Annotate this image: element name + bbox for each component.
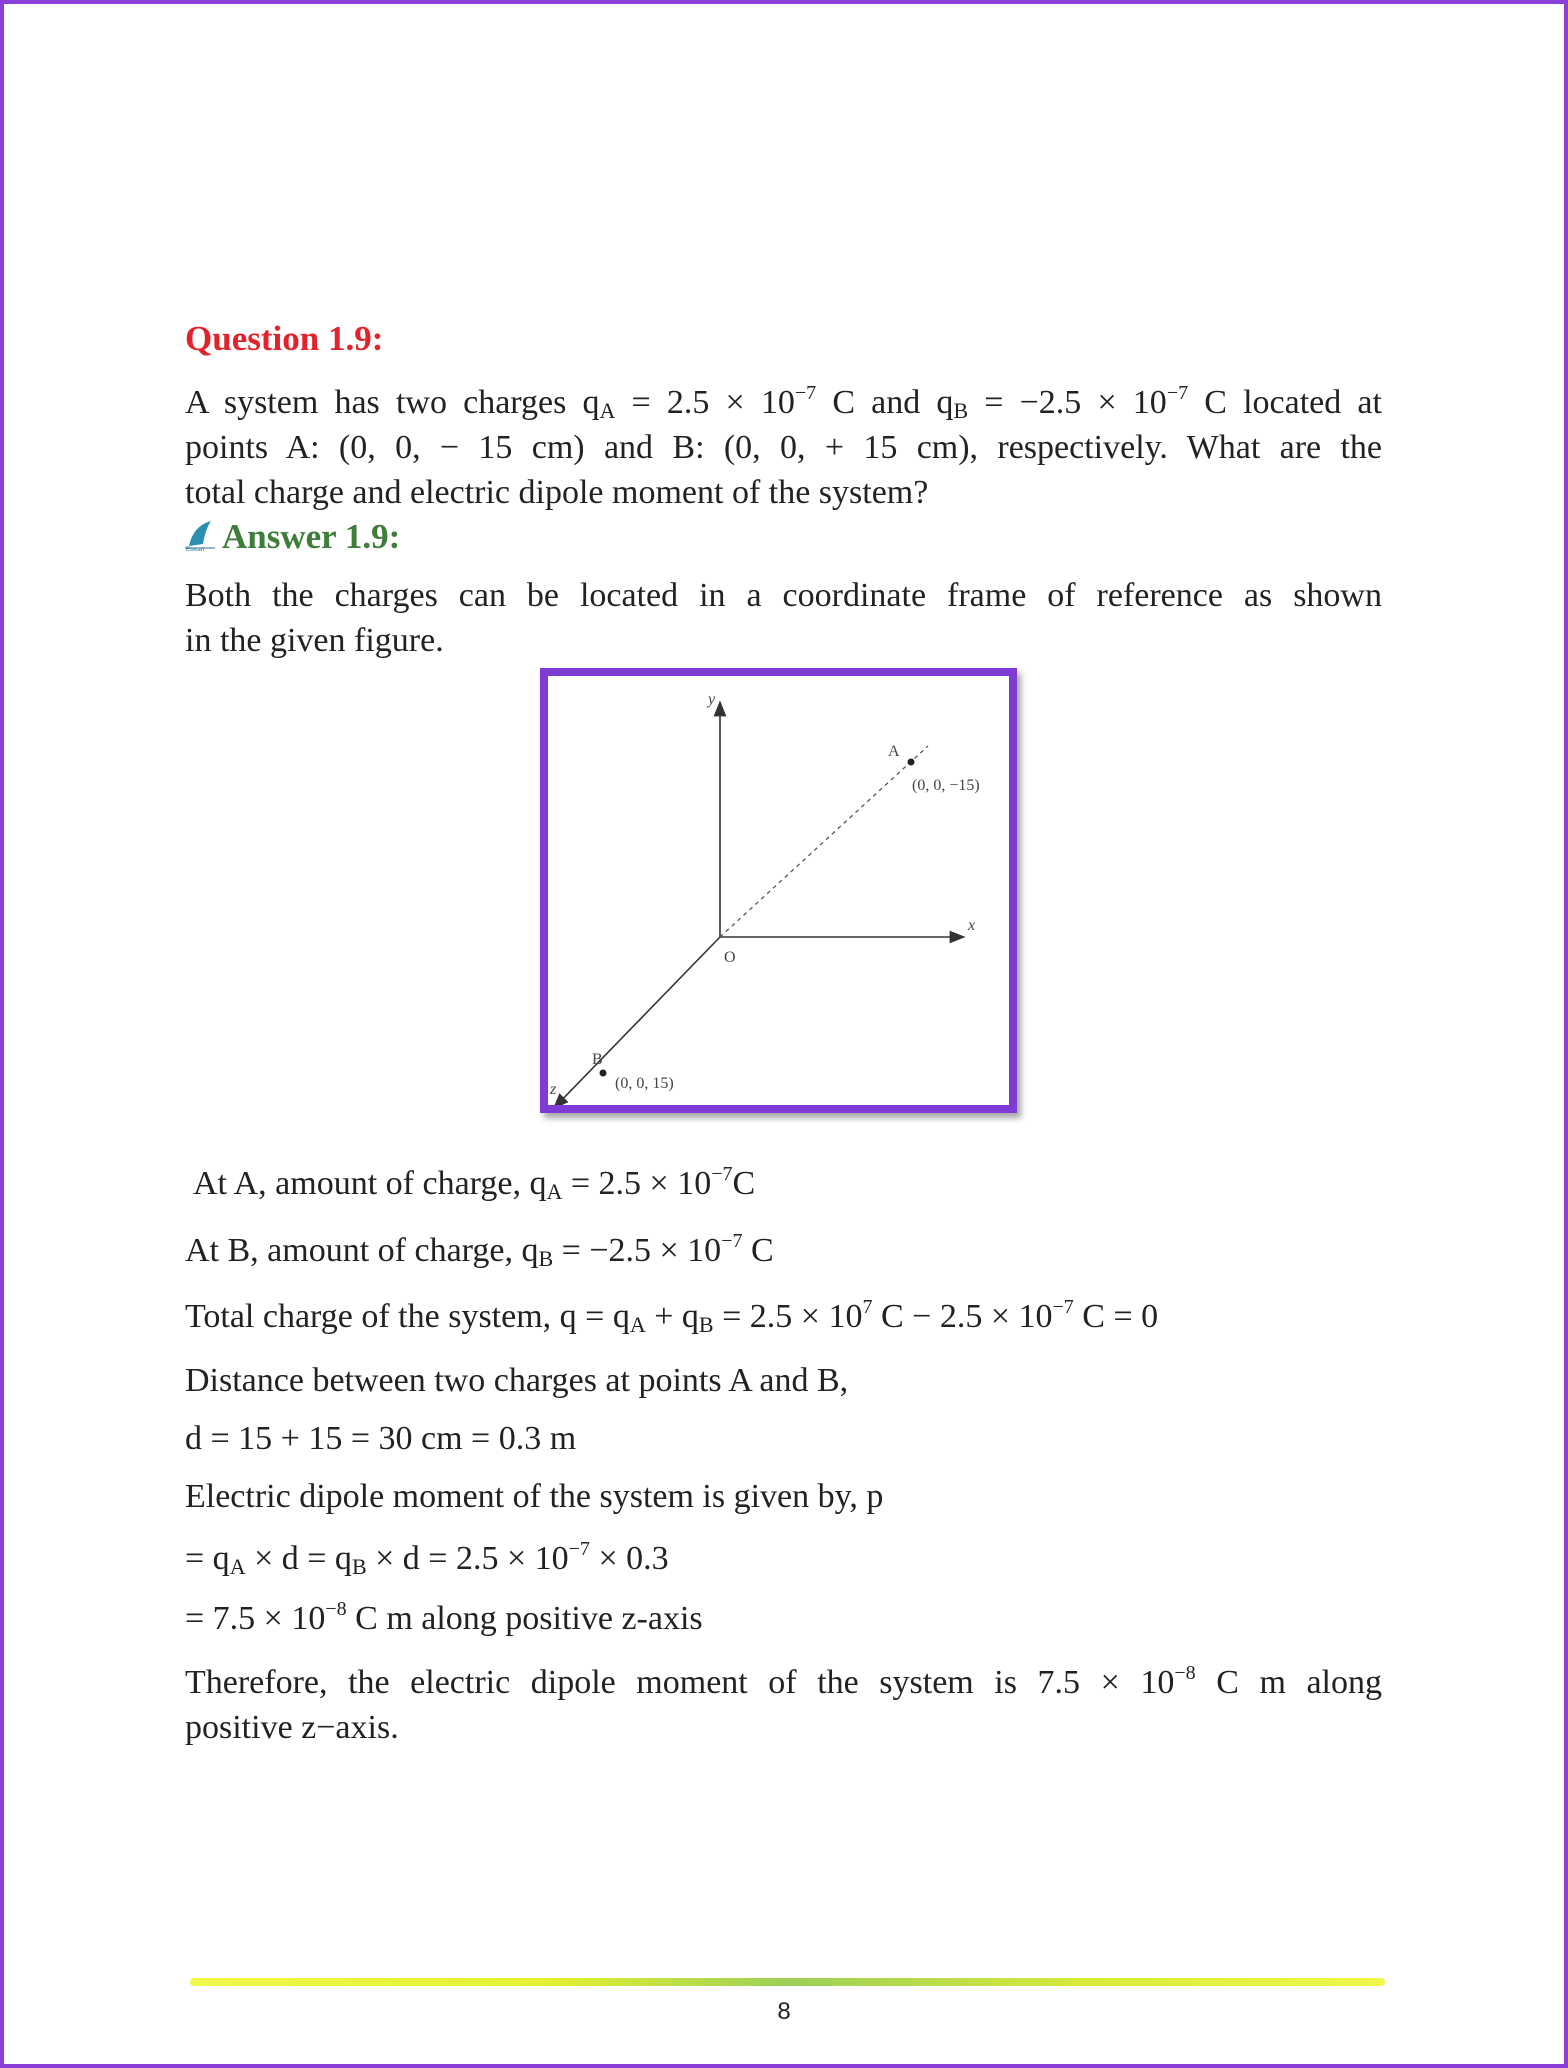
step-charge-b: At B, amount of charge, $q_B = -2.5 \times 10^{-7}$ C <box>185 1230 774 1271</box>
svg-text:Eswari: Eswari <box>186 547 205 552</box>
x-label: x <box>968 917 976 934</box>
origin-label: O <box>724 949 736 966</box>
negative-z-dashed <box>720 746 928 937</box>
point-b-dot <box>600 1070 607 1077</box>
answer-title: Answer 1.9: <box>222 517 401 556</box>
coordinate-figure <box>540 668 1017 1113</box>
step-charge-a: At A, amount of charge, $q_A = 2.5 \times 10^{-7}C$ <box>193 1163 756 1204</box>
conclusion-line-2: positive z−axis. <box>185 1709 399 1746</box>
footer-divider <box>190 1978 1385 1986</box>
answer-intro-line-1: Both the charges can be located in a coordinate frame of reference as shown <box>185 577 1382 614</box>
step-dipole-result: = $7.5 \times 10^{-8}$ C m along positive z-axis <box>185 1598 703 1637</box>
y-label: y <box>708 691 716 708</box>
point-b-coords: (0, 0, 15) <box>615 1075 674 1092</box>
step-distance: d = 15 + 15 = 30 cm = 0.3 m <box>185 1420 577 1457</box>
step-distance-intro: Distance between two charges at points A and B, <box>185 1362 849 1399</box>
question-line-2: points A: (0, 0, − 15 cm) and B: (0, 0, + 15 cm), respectively. What are the <box>185 429 1382 466</box>
step-dipole-intro: Electric dipole moment of the system is given by, p <box>185 1478 884 1515</box>
conclusion-line-1: Therefore, the electric dipole moment of the system is $7.5 \times 10^{-8}$ C m along <box>185 1662 1382 1701</box>
point-a-dot <box>908 759 915 766</box>
question-line-3: total charge and electric dipole moment of the system? <box>185 474 929 511</box>
question-line-1: A system has two charges $q_A = 2.5 \times 10^{-7}$ C and $q_B = -2.5 \times 10^{-7}$ C located at <box>185 382 1382 423</box>
page-number: 8 <box>777 1998 791 2025</box>
z-label: z <box>550 1081 557 1098</box>
question-title: Question 1.9: <box>185 319 384 358</box>
step-total-charge: Total charge of the system, $q = q_A + q_B = 2.5 \times 10^7$ $C - 2.5 \times 10^{-7}$ C = 0 <box>185 1296 1159 1337</box>
step-dipole-formula: = $q_A \times d = q_B \times d = 2.5 \times 10^{-7} \times 0.3$ <box>185 1538 669 1579</box>
point-a-coords: (0, 0, −15) <box>912 777 980 794</box>
eswari-logo-icon <box>183 518 217 552</box>
point-a-label: A <box>888 743 900 760</box>
answer-intro-line-2: in the given figure. <box>185 622 444 659</box>
point-b-label: B <box>592 1051 603 1068</box>
